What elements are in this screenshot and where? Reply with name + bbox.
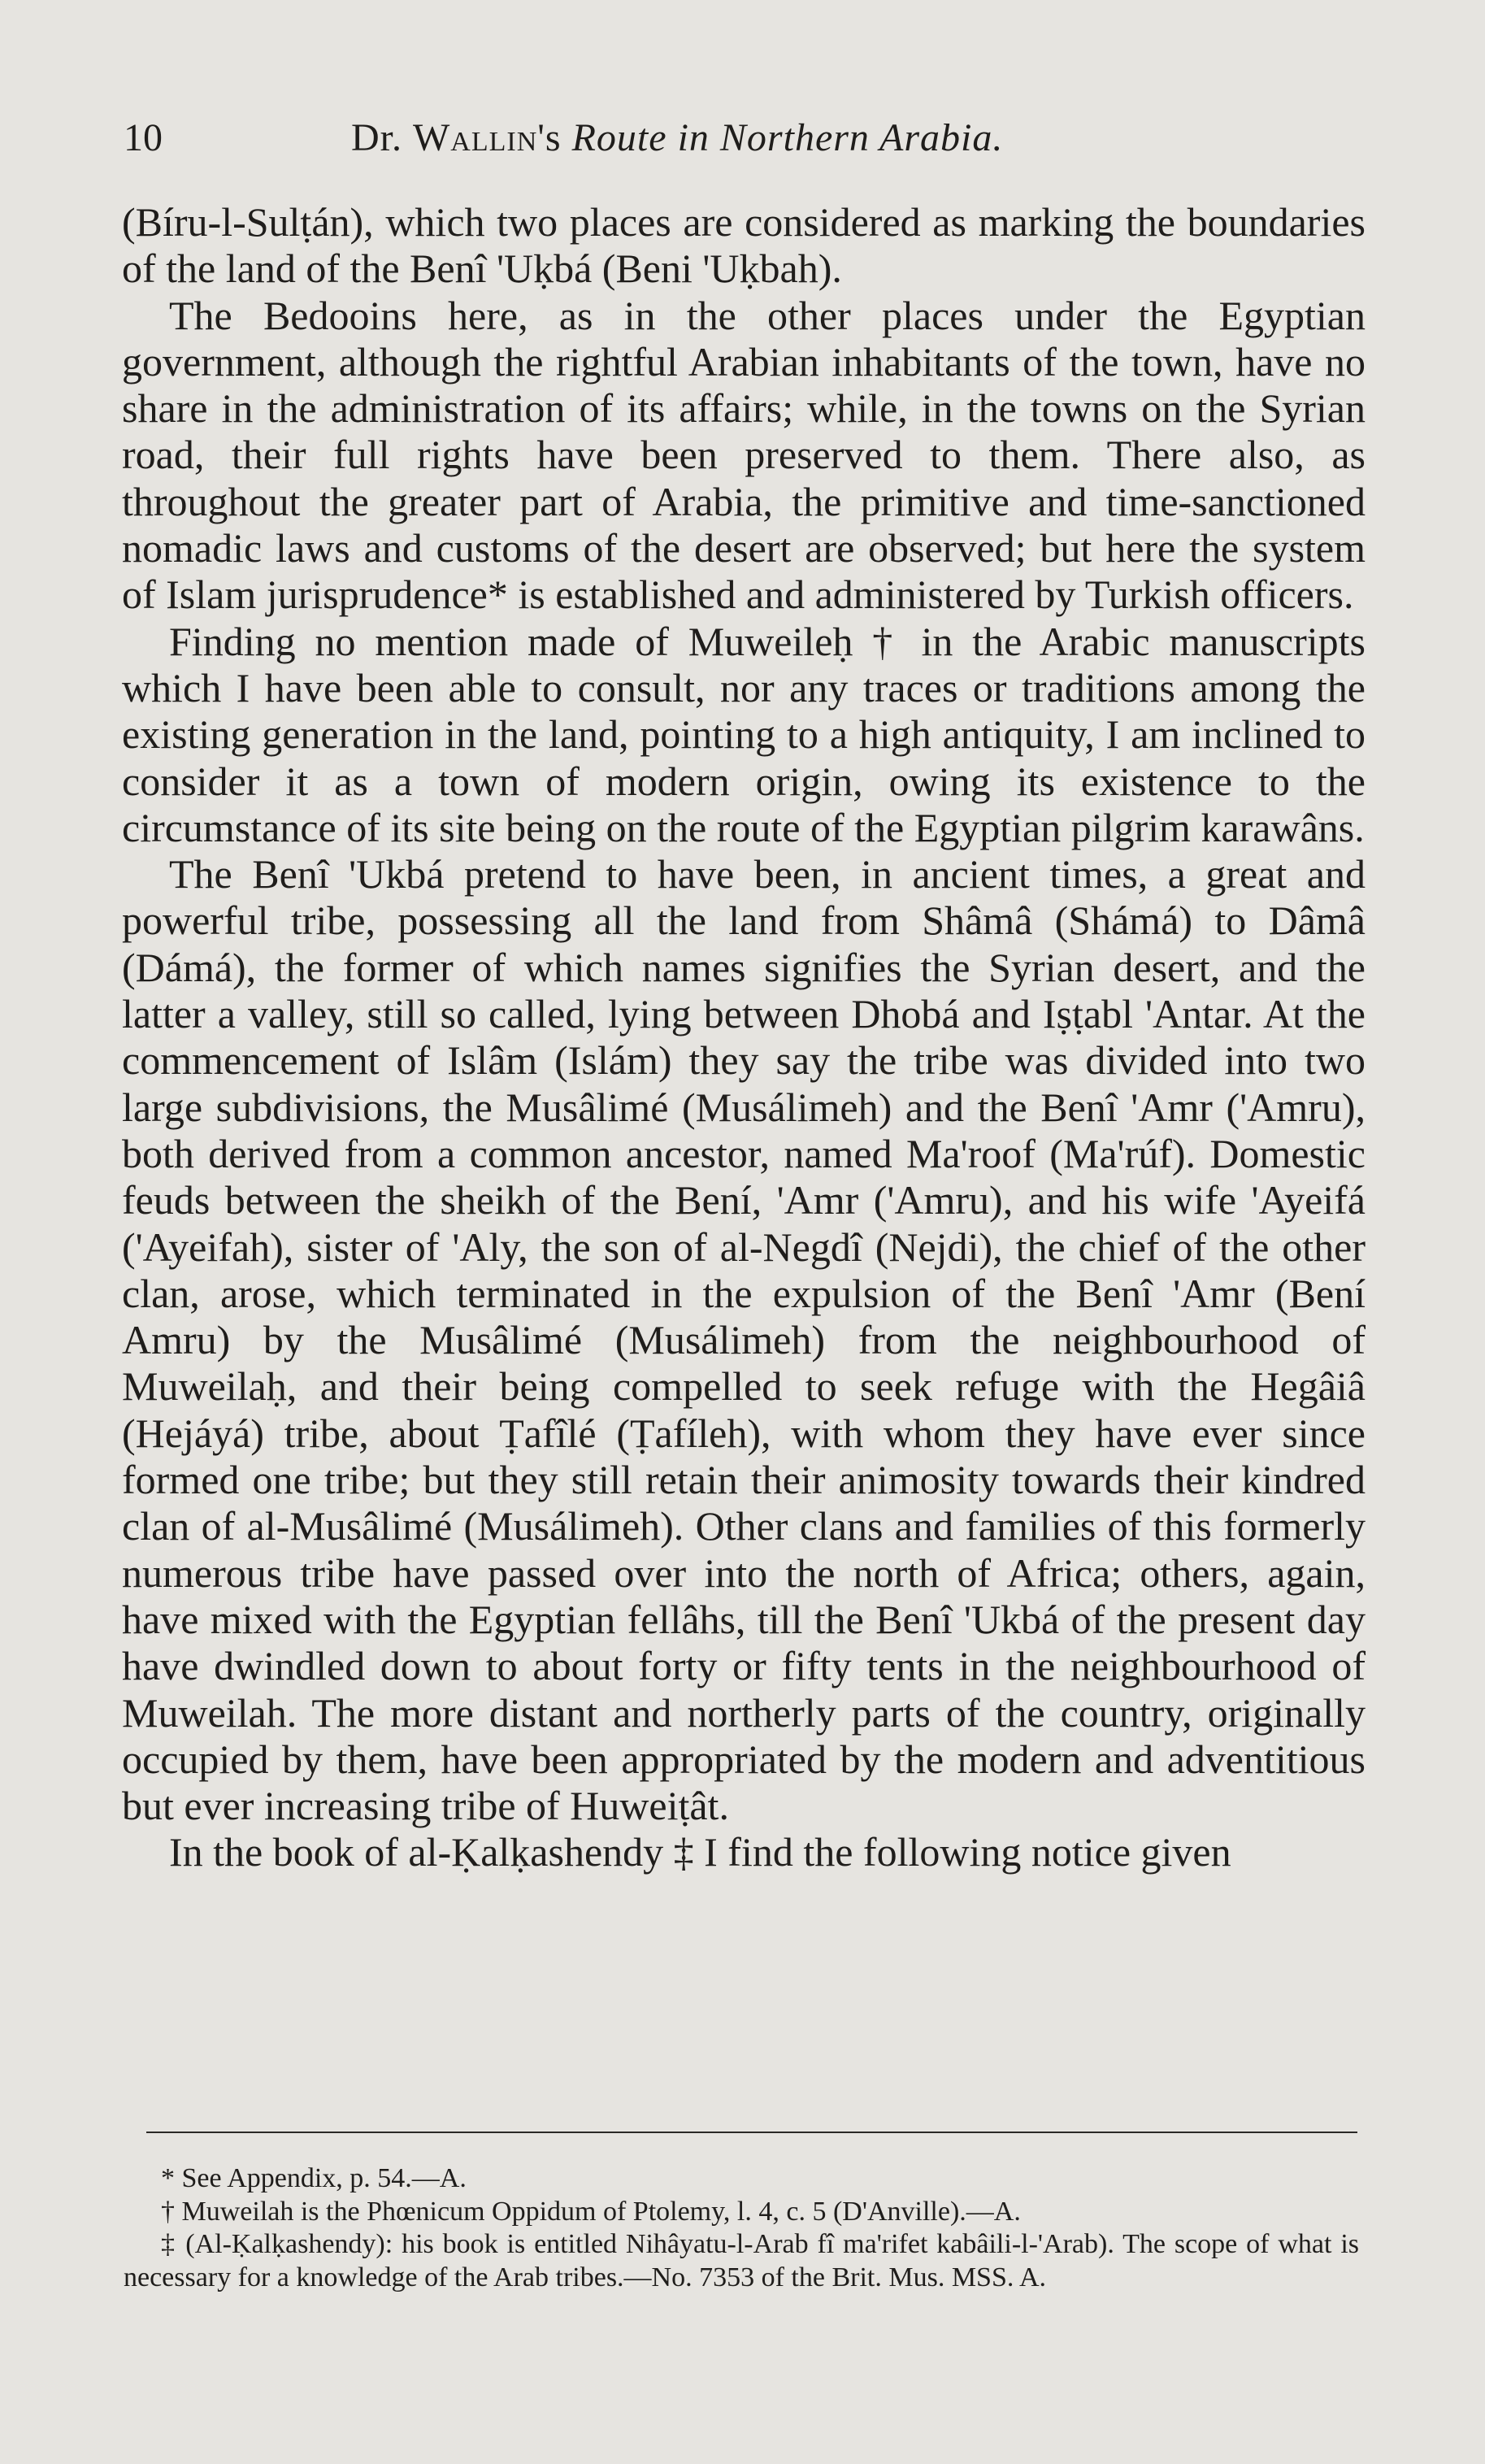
paragraph: The Benî 'Ukbá pretend to have been, in ancient times, a great and powerful tribe, possessing all the land from Shâmâ (Shámá) to Dâmâ (Dámá), the former of which names signifies the Syrian desert, and the latter a valley, still so called, lying between Dhobá and Iṣṭabl 'Antar. At the commencement of Islâm (Islám) they say the tribe was divided into two large subdivisions, the Musâlimé (Musálimeh) and the Benî 'Amr ('Amru), both derived from a common ancestor, named Ma'roof (Ma'rúf). Domestic feuds between the sheikh of the Bení, 'Amr ('Amru), and his wife 'Ayeifá ('Ayeifah), sister of 'Aly, the son of al-Negdî (Nejdi), the chief of the other clan, arose, which terminated in the expulsion of the Benî 'Amr (Bení Amru) by the Musâlimé (Musálimeh) from the neighbourhood of Muweilaḥ, and their being compelled to seek refuge with the Hegâiâ (Hejáyá) tribe, about Ṭafîlé (Ṭafíleh), with whom they have ever since formed one tribe; but they still retain their animosity towards their kindred clan of al-Musâlimé (Musálimeh). Other clans and families of this formerly numerous tribe have passed over into the north of Africa; others, again, have mixed with the Egyptian fellâhs, till the Benî 'Ukbá of the present day have dwindled down to about forty or fifty tents in the neighbourhood of Muweilah. The more distant and northerly parts of the country, originally occupied by them, have been appropriated by the modern and adventitious but ever increasing tribe of Huweiṭât. (122, 851, 1366, 1829)
paragraph: Finding no mention made of Muweileḥ † in the Arabic manuscripts which I have been able to consult, nor any traces or traditions among the existing generation in the land, pointing to a high antiquity, I am inclined to consider it as a town of modern origin, owing its existence to the circumstance of its site being on the route of the Egyptian pilgrim karawâns. (122, 618, 1366, 850)
paragraph: (Bíru-l-Sulṭán), which two places are considered as marking the boundaries of the land of the Benî 'Uḳbá (Beni 'Uḳbah). (122, 199, 1366, 292)
page-number: 10 (124, 116, 163, 159)
body-text (122, 199, 1366, 1876)
paragraph: The Bedooins here, as in the other places under the Egyptian government, although the rightful Arabian inhabitants of the town, have no share in the administration of its affairs; while, in the towns on the Syrian road, their full rights have been preserved to them. There also, as throughout the greater part of Arabia, the primitive and time-sanctioned nomadic laws and customs of the desert are observed; but here the system of Islam jurisprudence* is established and administered by Turkish officers. (122, 292, 1366, 618)
author-prefix: Dr. (351, 116, 413, 159)
footnote-divider (146, 2132, 1357, 2133)
page-header (124, 115, 1359, 172)
book-title: Route in Northern Arabia. (571, 116, 1004, 159)
paragraph: In the book of al-Ḳalḳashendy ‡ I find the following notice given (169, 1829, 1231, 1875)
footnote: ‡ (Al-Ḳalḳashendy): his book is entitled Nihâyatu-l-Arab fî ma'rifet kabâili-l-'Arab). The scope of what is necessary for a knowledge of the Arab tribes.—No. 7353 of the Brit. Mus. MSS. A. (124, 2229, 1359, 2292)
author-suffix: 's (537, 116, 572, 159)
author-name: Wallin (413, 116, 538, 159)
running-head (351, 115, 1003, 160)
footnote: * See Appendix, p. 54.—A. (161, 2163, 467, 2193)
footnotes (124, 2162, 1359, 2294)
footnote: † Muweilah is the Phœnicum Oppidum of Ptolemy, l. 4, c. 5 (D'Anville).—A. (161, 2196, 1021, 2227)
